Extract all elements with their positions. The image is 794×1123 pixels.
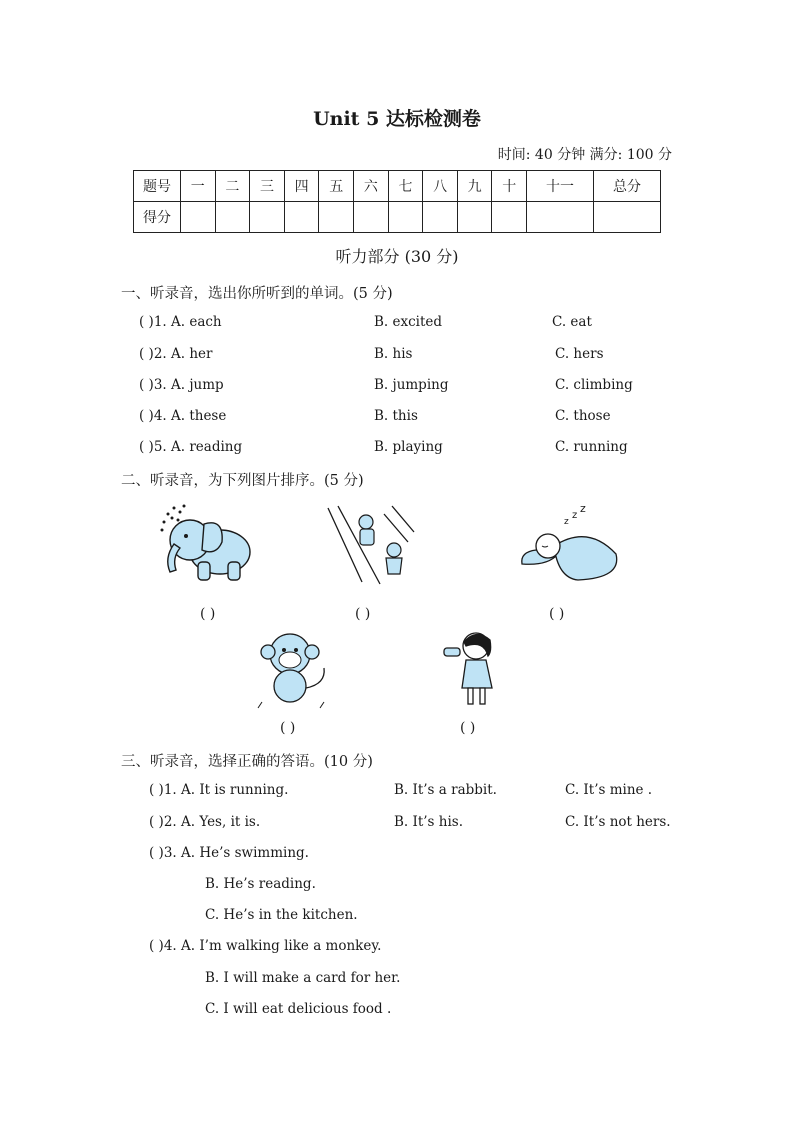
score-header-cell: 四	[284, 171, 319, 202]
s2-blank-5[interactable]: ( )	[460, 720, 476, 736]
score-header-cell: 十	[492, 171, 527, 202]
score-table	[133, 170, 661, 233]
s1-q1-option-c: C. eat	[552, 314, 592, 330]
score-header-cell: 五	[319, 171, 354, 202]
s3-q1-option-c: C. It’s mine .	[565, 782, 653, 798]
s1-q4-option-c: C. those	[555, 408, 611, 424]
score-table-score-row	[134, 202, 661, 233]
s1-q2-option-c: C. hers	[555, 346, 604, 362]
section1-heading: 一、听录音，选出你所听到的单词。(5 分)	[121, 286, 393, 302]
s1-q4-option-a: ( )4. A. these	[139, 408, 227, 424]
s1-q5-option-c: C. running	[555, 439, 628, 455]
score-cell[interactable]	[319, 202, 354, 233]
score-row-label: 得分	[134, 202, 181, 233]
score-header-cell: 三	[250, 171, 285, 202]
section3-heading: 三、听录音，选择正确的答语。(10 分)	[121, 754, 373, 770]
s1-q2-option-a: ( )2. A. her	[139, 346, 213, 362]
page-title: Unit 5 达标检测卷	[313, 108, 481, 130]
s3-q3-option-a: ( )3. A. He’s swimming.	[149, 845, 309, 861]
score-header-cell: 二	[215, 171, 250, 202]
listening-header: 听力部分 (30 分)	[335, 247, 459, 266]
score-cell[interactable]	[250, 202, 285, 233]
s1-q3-option-c: C. climbing	[555, 377, 633, 393]
score-header-cell: 十一	[527, 171, 594, 202]
section2-heading: 二、听录音，为下列图片排序。(5 分)	[121, 473, 364, 489]
score-header-cell: 七	[388, 171, 423, 202]
sleeping-picture	[518, 506, 622, 584]
score-cell[interactable]	[181, 202, 216, 233]
score-header-cell: 一	[181, 171, 216, 202]
score-cell[interactable]	[457, 202, 492, 233]
girl-binoculars-picture	[436, 628, 508, 710]
s3-q1-option-a: ( )1. A. It is running.	[149, 782, 289, 798]
s3-q4-option-a: ( )4. A. I’m walking like a monkey.	[149, 938, 382, 954]
climbing-picture	[322, 502, 418, 586]
s2-blank-2[interactable]: ( )	[355, 606, 371, 622]
score-cell[interactable]	[354, 202, 389, 233]
elephant-picture	[158, 502, 258, 586]
s3-q3-option-b: B. He’s reading.	[205, 876, 316, 892]
score-header-cell: 六	[354, 171, 389, 202]
s3-q1-option-b: B. It’s a rabbit.	[394, 782, 497, 798]
s1-q2-option-b: B. his	[374, 346, 413, 362]
svg-text:z: z	[572, 510, 578, 521]
s1-q5-option-b: B. playing	[374, 439, 443, 455]
score-header-cell: 九	[457, 171, 492, 202]
score-cell[interactable]	[284, 202, 319, 233]
score-table-header-row	[134, 171, 661, 202]
monkey-picture	[250, 628, 334, 712]
svg-text:z: z	[580, 506, 586, 515]
score-cell[interactable]	[527, 202, 594, 233]
score-cell[interactable]	[215, 202, 250, 233]
s2-blank-1[interactable]: ( )	[200, 606, 216, 622]
s3-q4-option-c: C. I will eat delicious food .	[205, 1001, 392, 1017]
score-header-cell: 题号	[134, 171, 181, 202]
s3-q4-option-b: B. I will make a card for her.	[205, 970, 401, 986]
s1-q1-option-b: B. excited	[374, 314, 443, 330]
score-header-cell: 总分	[594, 171, 661, 202]
s1-q5-option-a: ( )5. A. reading	[139, 439, 243, 455]
score-header-cell: 八	[423, 171, 458, 202]
score-cell[interactable]	[388, 202, 423, 233]
s1-q1-option-a: ( )1. A. each	[139, 314, 222, 330]
s1-q4-option-b: B. this	[374, 408, 418, 424]
s2-blank-3[interactable]: ( )	[549, 606, 565, 622]
score-cell[interactable]	[594, 202, 661, 233]
exam-meta: 时间: 40 分钟 满分: 100 分	[497, 147, 672, 163]
svg-text:z: z	[564, 517, 569, 527]
s1-q3-option-a: ( )3. A. jump	[139, 377, 224, 393]
score-cell[interactable]	[492, 202, 527, 233]
s3-q2-option-a: ( )2. A. Yes, it is.	[149, 814, 261, 830]
s1-q3-option-b: B. jumping	[374, 377, 449, 393]
s3-q2-option-b: B. It’s his.	[394, 814, 464, 830]
s3-q3-option-c: C. He’s in the kitchen.	[205, 907, 358, 923]
s3-q2-option-c: C. It’s not hers.	[565, 814, 671, 830]
s2-blank-4[interactable]: ( )	[280, 720, 296, 736]
score-cell[interactable]	[423, 202, 458, 233]
